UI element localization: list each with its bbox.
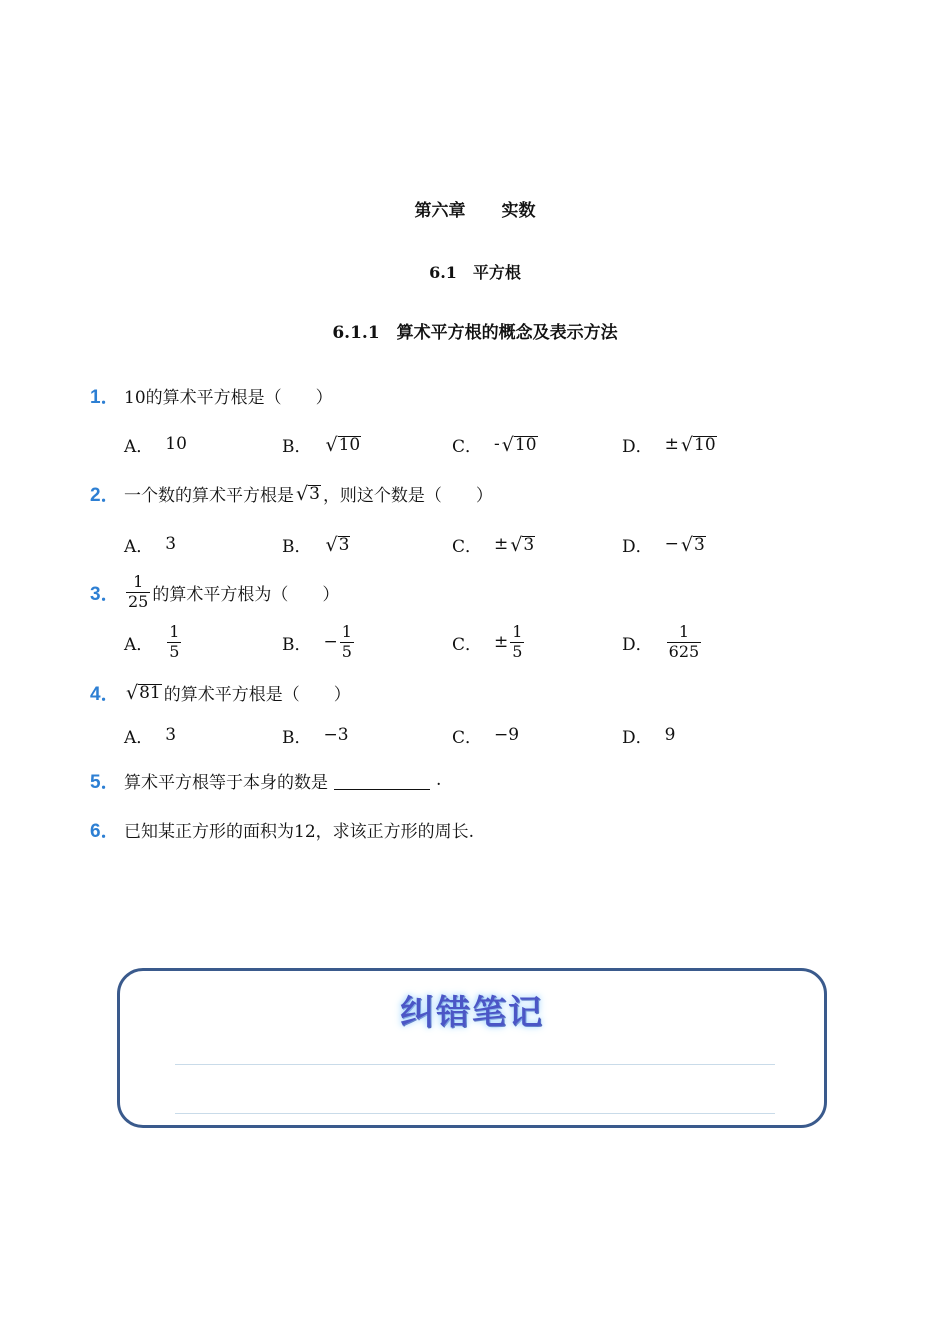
option-c[interactable]: C． - √ 10 bbox=[452, 433, 537, 457]
sqrt: √ 10 bbox=[501, 433, 537, 456]
correction-notes-box bbox=[117, 968, 827, 1128]
question-number: 1． bbox=[90, 386, 120, 408]
fraction: $\frac{1}{625}$ bbox=[668, 621, 700, 661]
option-c[interactable]: C． ± √ 3 bbox=[452, 533, 535, 557]
question-text: 已知某正方形的面积为12，求该正方形的周长. bbox=[124, 821, 475, 842]
chapter-title bbox=[0, 196, 950, 221]
question-2 bbox=[90, 478, 493, 508]
question-number: 3． bbox=[90, 583, 120, 605]
section-title: 6.1 平方根 bbox=[429, 263, 521, 282]
option-d[interactable]: D． $\frac{1}{625}$ bbox=[622, 621, 700, 661]
subsection-title: 6.1.1 算术平方根的概念及表示方法 bbox=[332, 323, 618, 343]
option-a[interactable]: A． $\frac{1}{5}$ bbox=[124, 621, 180, 661]
question-5 bbox=[90, 765, 441, 795]
sqrt: √ 10 bbox=[325, 433, 361, 456]
question-text: √ 81 的算术平方根是（ ） bbox=[126, 681, 351, 705]
option-b[interactable]: B． − $\frac{1}{5}$ bbox=[282, 621, 352, 661]
question-number: 5． bbox=[90, 771, 120, 793]
sqrt: √ 3 bbox=[680, 533, 705, 556]
note-line[interactable] bbox=[175, 1064, 775, 1065]
question-4 bbox=[90, 677, 351, 707]
sqrt: √ 10 bbox=[680, 433, 716, 456]
question-number: 6． bbox=[90, 820, 120, 842]
question-3-options bbox=[124, 622, 884, 662]
option-c[interactable]: C． −9 bbox=[452, 725, 520, 748]
question-number: 4． bbox=[90, 683, 120, 705]
chapter-number: 第六章 bbox=[414, 201, 466, 221]
option-a[interactable]: A． 3 bbox=[124, 725, 177, 748]
fraction: $\frac{1}{25}$ bbox=[128, 571, 149, 611]
option-b[interactable]: B． √ 3 bbox=[282, 533, 350, 557]
question-4-options bbox=[124, 715, 884, 755]
question-text: 算术平方根等于本身的数是 . bbox=[124, 770, 442, 793]
question-1 bbox=[90, 380, 333, 410]
question-text: 一个数的算术平方根是 √ 3 ，则这个数是（ ） bbox=[124, 482, 493, 506]
sqrt: √ 3 bbox=[296, 482, 320, 505]
option-d[interactable]: D． 9 bbox=[622, 725, 676, 748]
question-3 bbox=[90, 572, 339, 612]
option-b[interactable]: B． −3 bbox=[282, 725, 349, 748]
question-6 bbox=[90, 814, 474, 844]
sqrt: √ 3 bbox=[510, 533, 535, 556]
notes-title: 纠错笔记 bbox=[400, 993, 544, 1033]
fraction: $\frac{1}{5}$ bbox=[341, 621, 352, 661]
option-d[interactable]: D． − √ 3 bbox=[622, 533, 705, 557]
fraction: $\frac{1}{5}$ bbox=[512, 621, 523, 661]
question-number: 2． bbox=[90, 484, 120, 506]
option-a[interactable]: A． 3 bbox=[124, 534, 177, 557]
sqrt: √ 3 bbox=[325, 533, 350, 556]
question-text: $\frac{1}{25}$ 的算术平方根为（ ） bbox=[128, 571, 340, 611]
chapter-name: 实数 bbox=[501, 201, 536, 221]
question-2-options bbox=[124, 524, 884, 564]
question-text: 10的算术平方根是（ ） bbox=[124, 387, 333, 408]
sqrt: √ 81 bbox=[126, 681, 161, 704]
fraction: $\frac{1}{5}$ bbox=[169, 621, 180, 661]
option-a[interactable]: A． 10 bbox=[124, 434, 187, 457]
note-line[interactable] bbox=[175, 1113, 775, 1114]
option-c[interactable]: C． ± $\frac{1}{5}$ bbox=[452, 621, 523, 661]
option-d[interactable]: D． ± √ 10 bbox=[622, 433, 716, 457]
answer-blank[interactable] bbox=[334, 771, 430, 790]
option-b[interactable]: B． √ 10 bbox=[282, 433, 361, 457]
question-1-options bbox=[124, 424, 884, 464]
